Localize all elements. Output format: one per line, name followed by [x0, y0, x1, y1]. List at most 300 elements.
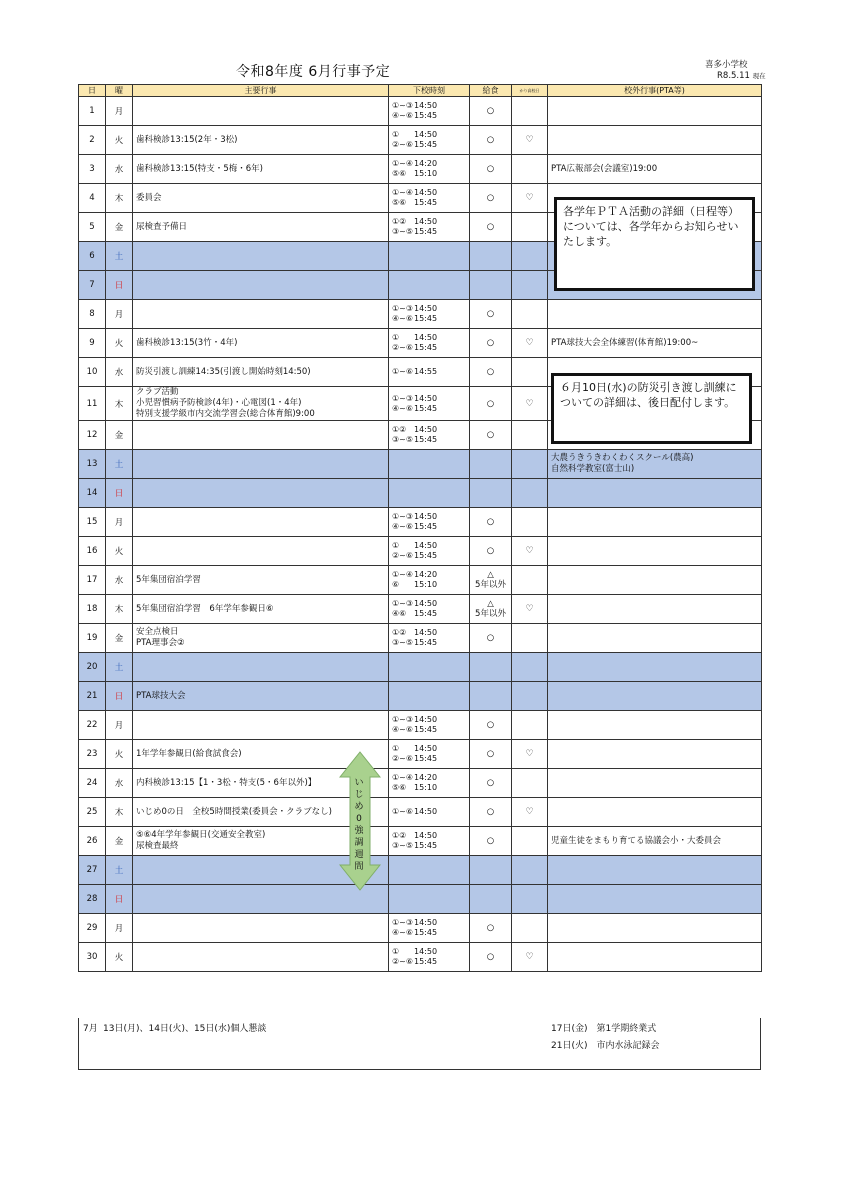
lunch-cell — [470, 798, 512, 827]
school-info — [705, 60, 766, 82]
event-line: 尿検査予備日 — [136, 221, 188, 232]
lunch-cell — [470, 421, 512, 450]
table-row — [79, 508, 762, 537]
school-day-cell — [512, 566, 548, 595]
dismissal-time: 15:10 — [414, 580, 438, 589]
dow-cell: 金 — [106, 624, 133, 653]
table-row — [79, 595, 762, 624]
period-range: ③~⑤ — [392, 435, 414, 444]
lunch-cell — [470, 682, 512, 711]
lunch-mark: ○ — [486, 106, 495, 116]
dismissal-time: 14:50 — [414, 188, 438, 197]
period-range: ②~⑥ — [392, 551, 414, 560]
dow-cell: 金 — [106, 213, 133, 242]
day-cell: 30 — [79, 943, 106, 972]
dismissal-time: 14:50 — [414, 628, 438, 637]
dow-cell: 火 — [106, 126, 133, 155]
dismissal-cell — [389, 943, 470, 972]
lunch-mark: ○ — [486, 367, 495, 377]
dow-cell: 火 — [106, 329, 133, 358]
pta-line: PTA広報部会(会議室)19:00 — [551, 163, 658, 174]
period-range: ① — [392, 947, 400, 956]
pta-cell — [548, 624, 762, 653]
events-cell — [133, 624, 389, 653]
table-row — [79, 856, 762, 885]
dismissal-time: 15:45 — [414, 928, 438, 937]
table-row — [79, 711, 762, 740]
dismissal-time: 14:50 — [414, 217, 438, 226]
events-cell — [133, 387, 389, 421]
dow-cell: 日 — [106, 271, 133, 300]
lunch-mark: ○ — [486, 952, 495, 962]
dismissal-time: 14:50 — [414, 425, 438, 434]
events-cell — [133, 271, 389, 300]
school-day-cell — [512, 827, 548, 856]
dismissal-time: 15:45 — [414, 754, 438, 763]
table-row — [79, 769, 762, 798]
period-range: ⑥ — [392, 580, 400, 589]
dow-cell: 日 — [106, 479, 133, 508]
day-cell: 6 — [79, 242, 106, 271]
dismissal-cell — [389, 740, 470, 769]
events-cell — [133, 943, 389, 972]
event-line: 歯科検診13:15(2年・3松) — [136, 134, 238, 145]
day-cell: 16 — [79, 537, 106, 566]
dismissal-time: 14:50 — [414, 599, 438, 608]
dismissal-cell — [389, 508, 470, 537]
lunch-cell — [470, 300, 512, 329]
dismissal-cell — [389, 769, 470, 798]
day-cell: 2 — [79, 126, 106, 155]
period-range: ① — [392, 333, 400, 342]
day-cell: 13 — [79, 450, 106, 479]
dismissal-time: 15:45 — [414, 551, 438, 560]
period-range: ①~④ — [392, 188, 414, 197]
dismissal-time: 14:50 — [414, 101, 438, 110]
header-events: 主要行事 — [133, 85, 389, 97]
period-range: ②~⑥ — [392, 343, 414, 352]
dismissal-cell — [389, 126, 470, 155]
event-line: 歯科検診13:15(3竹・4年) — [136, 337, 238, 348]
school-day-cell — [512, 624, 548, 653]
table-row — [79, 566, 762, 595]
school-day-cell — [512, 97, 548, 126]
period-range: ④~⑥ — [392, 725, 414, 734]
event-line: クラブ活動 — [136, 387, 179, 397]
dow-cell: 木 — [106, 798, 133, 827]
period-range: ①② — [392, 217, 407, 226]
events-cell — [133, 358, 389, 387]
school-day-cell: ♡ — [512, 387, 548, 421]
table-row — [79, 450, 762, 479]
as-of-suffix: 現在 — [752, 72, 766, 80]
event-line: 尿検査最終 — [136, 841, 179, 851]
period-range: ① — [392, 130, 400, 139]
pta-cell — [548, 885, 762, 914]
period-range: ③~⑤ — [392, 227, 414, 236]
events-cell — [133, 653, 389, 682]
pta-cell — [548, 126, 762, 155]
day-cell: 18 — [79, 595, 106, 624]
lunch-mark: ○ — [486, 430, 495, 440]
lunch-mark: ○ — [486, 517, 495, 527]
pta-cell — [548, 856, 762, 885]
school-day-cell — [512, 271, 548, 300]
period-range: ②~⑥ — [392, 754, 414, 763]
dow-cell: 火 — [106, 537, 133, 566]
school-day-cell: ♡ — [512, 329, 548, 358]
dismissal-time: 14:50 — [414, 715, 438, 724]
period-range: ⑤⑥ — [392, 198, 407, 207]
period-range: ①~③ — [392, 512, 414, 521]
dismissal-time: 15:45 — [414, 343, 438, 352]
pta-cell — [548, 769, 762, 798]
lunch-cell — [470, 271, 512, 300]
pta-cell — [548, 479, 762, 508]
dismissal-cell — [389, 624, 470, 653]
header-school-day: かり高校日 — [512, 85, 548, 97]
pta-cell — [548, 595, 762, 624]
pta-cell — [548, 566, 762, 595]
pta-cell — [548, 798, 762, 827]
events-cell — [133, 97, 389, 126]
lunch-cell — [470, 827, 512, 856]
dismissal-time: 15:45 — [414, 198, 438, 207]
dismissal-cell — [389, 387, 470, 421]
lunch-mark: ○ — [486, 164, 495, 174]
dismissal-cell — [389, 914, 470, 943]
events-cell — [133, 126, 389, 155]
dismissal-cell — [389, 242, 470, 271]
day-cell: 14 — [79, 479, 106, 508]
lunch-cell — [470, 329, 512, 358]
period-range: ①② — [392, 831, 407, 840]
pta-line: PTA球技大会全体練習(体育館)19:00~ — [551, 337, 699, 348]
events-cell — [133, 479, 389, 508]
period-range: ①~⑥ — [392, 367, 414, 376]
dismissal-cell — [389, 682, 470, 711]
table-row — [79, 537, 762, 566]
event-line: 特別支援学級市内交流学習会(総合体育館)9:00 — [136, 409, 315, 419]
dismissal-time: 15:45 — [414, 725, 438, 734]
dow-cell: 木 — [106, 184, 133, 213]
period-range: ① — [392, 744, 400, 753]
dismissal-time: 15:10 — [414, 783, 438, 792]
events-cell — [133, 300, 389, 329]
pta-cell — [548, 914, 762, 943]
school-day-cell — [512, 653, 548, 682]
period-range: ⑤⑥ — [392, 169, 407, 178]
arrow-label: いじめ0強調週間 — [354, 778, 364, 872]
lunch-cell — [470, 856, 512, 885]
dismissal-time: 14:50 — [414, 541, 438, 550]
dow-cell: 火 — [106, 943, 133, 972]
dismissal-cell — [389, 711, 470, 740]
lunch-mark: ○ — [486, 923, 495, 933]
day-cell: 28 — [79, 885, 106, 914]
lunch-mark: ○ — [486, 633, 495, 643]
day-cell: 15 — [79, 508, 106, 537]
dow-cell: 土 — [106, 450, 133, 479]
event-line: ⑤⑥4年学年参観日(交通安全教室) — [136, 830, 266, 840]
dismissal-cell — [389, 329, 470, 358]
dismissal-time: 15:45 — [414, 841, 438, 850]
table-row — [79, 827, 762, 856]
dismissal-time: 15:45 — [414, 957, 438, 966]
pta-cell — [548, 300, 762, 329]
school-day-cell: ♡ — [512, 537, 548, 566]
day-cell: 24 — [79, 769, 106, 798]
day-cell: 22 — [79, 711, 106, 740]
school-day-cell — [512, 508, 548, 537]
day-cell: 25 — [79, 798, 106, 827]
period-range: ③~⑤ — [392, 638, 414, 647]
dow-cell: 土 — [106, 653, 133, 682]
lunch-cell — [470, 155, 512, 184]
school-day-cell — [512, 769, 548, 798]
lunch-cell — [470, 624, 512, 653]
events-cell — [133, 566, 389, 595]
dismissal-time: 15:45 — [414, 403, 438, 413]
dismissal-time: 15:45 — [414, 227, 438, 236]
lunch-cell — [470, 126, 512, 155]
day-cell: 26 — [79, 827, 106, 856]
dismissal-time: 15:45 — [414, 140, 438, 149]
day-cell: 29 — [79, 914, 106, 943]
as-of-date: R8.5.11 — [717, 71, 750, 81]
dow-cell: 金 — [106, 421, 133, 450]
dismissal-time: 14:50 — [414, 918, 438, 927]
lunch-cell — [470, 358, 512, 387]
period-range: ④~⑥ — [392, 111, 414, 120]
dismissal-time: 14:50 — [414, 807, 438, 816]
lunch-cell — [470, 914, 512, 943]
school-day-cell — [512, 885, 548, 914]
period-range: ④~⑥ — [392, 522, 414, 531]
period-range: ①~④ — [392, 773, 414, 782]
dismissal-cell — [389, 479, 470, 508]
period-range: ②~⑥ — [392, 140, 414, 149]
event-line: 委員会 — [136, 192, 162, 203]
footer-closing-ceremony: 17日(金) 第1学期終業式 — [551, 1024, 657, 1034]
events-cell — [133, 421, 389, 450]
lunch-cell — [470, 537, 512, 566]
lunch-cell — [470, 885, 512, 914]
school-day-cell — [512, 914, 548, 943]
school-day-cell — [512, 682, 548, 711]
dismissal-cell — [389, 653, 470, 682]
pta-cell — [548, 155, 762, 184]
event-line: 5年集団宿泊学習 6年学年参観日⑥ — [136, 603, 274, 614]
event-line: 1年学年参観日(給食試食会) — [136, 748, 242, 759]
dismissal-time: 14:50 — [414, 130, 438, 139]
dow-cell: 金 — [106, 827, 133, 856]
period-range: ④~⑥ — [392, 314, 414, 323]
events-cell — [133, 595, 389, 624]
day-cell: 1 — [79, 97, 106, 126]
dow-cell: 月 — [106, 711, 133, 740]
dismissal-time: 14:50 — [414, 304, 438, 313]
day-cell: 10 — [79, 358, 106, 387]
school-day-cell: ♡ — [512, 740, 548, 769]
dismissal-time: 14:20 — [414, 159, 438, 168]
period-range: ①~④ — [392, 159, 414, 168]
school-day-cell — [512, 155, 548, 184]
dismissal-cell — [389, 827, 470, 856]
day-cell: 21 — [79, 682, 106, 711]
period-range: ①② — [392, 425, 407, 434]
school-day-cell: ♡ — [512, 798, 548, 827]
day-cell: 12 — [79, 421, 106, 450]
school-day-cell: ♡ — [512, 595, 548, 624]
lunch-cell — [470, 653, 512, 682]
day-cell: 3 — [79, 155, 106, 184]
dow-cell: 土 — [106, 242, 133, 271]
period-range: ③~⑤ — [392, 841, 414, 850]
school-day-cell: ♡ — [512, 184, 548, 213]
dow-cell: 日 — [106, 885, 133, 914]
dismissal-time: 15:45 — [414, 638, 438, 647]
day-cell: 9 — [79, 329, 106, 358]
pta-cell — [548, 508, 762, 537]
school-day-cell — [512, 300, 548, 329]
table-row — [79, 653, 762, 682]
lunch-cell — [470, 242, 512, 271]
dismissal-time: 14:50 — [414, 947, 438, 956]
dow-cell: 火 — [106, 740, 133, 769]
lunch-cell — [470, 213, 512, 242]
table-row — [79, 798, 762, 827]
dismissal-time: 15:45 — [414, 111, 438, 120]
events-cell — [133, 329, 389, 358]
dow-cell: 月 — [106, 914, 133, 943]
lunch-cell — [470, 769, 512, 798]
header-dismissal: 下校時刻 — [389, 85, 470, 97]
lunch-cell — [470, 479, 512, 508]
lunch-cell — [470, 387, 512, 421]
dismissal-cell — [389, 271, 470, 300]
dismissal-cell — [389, 155, 470, 184]
dow-cell: 水 — [106, 566, 133, 595]
school-day-cell — [512, 242, 548, 271]
pta-cell — [548, 682, 762, 711]
pta-cell — [548, 537, 762, 566]
table-row — [79, 155, 762, 184]
lunch-mark: ○ — [486, 135, 495, 145]
footer-swim-meet: 21日(火) 市内水泳記録会 — [551, 1041, 660, 1051]
school-day-cell — [512, 856, 548, 885]
table-row — [79, 885, 762, 914]
lunch-mark: ○ — [486, 309, 495, 319]
events-cell — [133, 537, 389, 566]
events-cell — [133, 184, 389, 213]
dismissal-cell — [389, 537, 470, 566]
lunch-cell — [470, 943, 512, 972]
events-cell — [133, 213, 389, 242]
events-cell — [133, 682, 389, 711]
day-cell: 27 — [79, 856, 106, 885]
footer-month: 7月 — [83, 1024, 98, 1034]
pta-line: 児童生徒をまもり育てる協議会小・大委員会 — [551, 835, 722, 846]
event-line: PTA理事会② — [136, 638, 185, 648]
lunch-mark: ○ — [486, 338, 495, 348]
event-line: 防災引渡し訓練14:35(引渡し開始時刻14:50) — [136, 366, 311, 377]
dismissal-time: 14:50 — [414, 831, 438, 840]
event-line: 安全点検日 — [136, 627, 179, 637]
lunch-note: 5年以外 — [475, 580, 506, 590]
day-cell: 19 — [79, 624, 106, 653]
events-cell — [133, 508, 389, 537]
period-range: ④~⑥ — [392, 928, 414, 937]
school-day-cell — [512, 421, 548, 450]
table-row — [79, 682, 762, 711]
dismissal-time: 14:20 — [414, 570, 438, 579]
dismissal-time: 15:45 — [414, 435, 438, 444]
pta-cell — [548, 450, 762, 479]
events-cell — [133, 711, 389, 740]
lunch-cell — [470, 450, 512, 479]
pta-cell — [548, 329, 762, 358]
footer-notes — [78, 1018, 761, 1070]
footer-interviews: 13日(月)、14日(火)、15日(水)個人懇談 — [103, 1024, 267, 1034]
dismissal-cell — [389, 358, 470, 387]
pta-note-box: 各学年ＰＴＡ活動の詳細（日程等）については、各学年からお知らせいたします。 — [554, 197, 755, 291]
lunch-mark: ○ — [486, 749, 495, 759]
dismissal-cell — [389, 213, 470, 242]
period-range: ①~③ — [392, 304, 414, 313]
period-range: ①② — [392, 628, 407, 637]
lunch-cell — [470, 711, 512, 740]
period-range: ①~③ — [392, 599, 414, 608]
event-line: PTA球技大会 — [136, 690, 186, 701]
dow-cell: 月 — [106, 97, 133, 126]
table-row — [79, 914, 762, 943]
period-range: ④~⑥ — [392, 403, 414, 413]
header-day: 日 — [79, 85, 106, 97]
lunch-mark: ○ — [486, 222, 495, 232]
dismissal-time: 14:50 — [414, 333, 438, 342]
table-row — [79, 740, 762, 769]
period-range: ①~④ — [392, 570, 414, 579]
pta-line: 自然科学教室(富士山) — [551, 464, 635, 474]
dismissal-cell — [389, 595, 470, 624]
dismissal-time: 15:45 — [414, 609, 438, 618]
events-cell — [133, 242, 389, 271]
event-line: 5年集団宿泊学習 — [136, 574, 201, 585]
lunch-mark: ○ — [486, 546, 495, 556]
event-line: 歯科検診13:15(特支・5梅・6年) — [136, 163, 263, 174]
dow-cell: 土 — [106, 856, 133, 885]
day-cell: 23 — [79, 740, 106, 769]
period-range: ①~③ — [392, 393, 414, 403]
header-pta: 校外行事(PTA等) — [548, 85, 762, 97]
dow-cell: 木 — [106, 595, 133, 624]
dismissal-cell — [389, 421, 470, 450]
drill-note-box: ６月10日(水)の防災引き渡し訓練についての詳細は、後日配付します。 — [551, 373, 752, 444]
dow-cell: 月 — [106, 300, 133, 329]
period-range: ①~③ — [392, 715, 414, 724]
dismissal-time: 14:50 — [414, 512, 438, 521]
dismissal-cell — [389, 885, 470, 914]
header-dow: 曜 — [106, 85, 133, 97]
school-day-cell — [512, 213, 548, 242]
dow-cell: 水 — [106, 155, 133, 184]
table-row — [79, 624, 762, 653]
table-row — [79, 300, 762, 329]
pta-cell — [548, 97, 762, 126]
lunch-cell — [470, 740, 512, 769]
dow-cell: 水 — [106, 358, 133, 387]
